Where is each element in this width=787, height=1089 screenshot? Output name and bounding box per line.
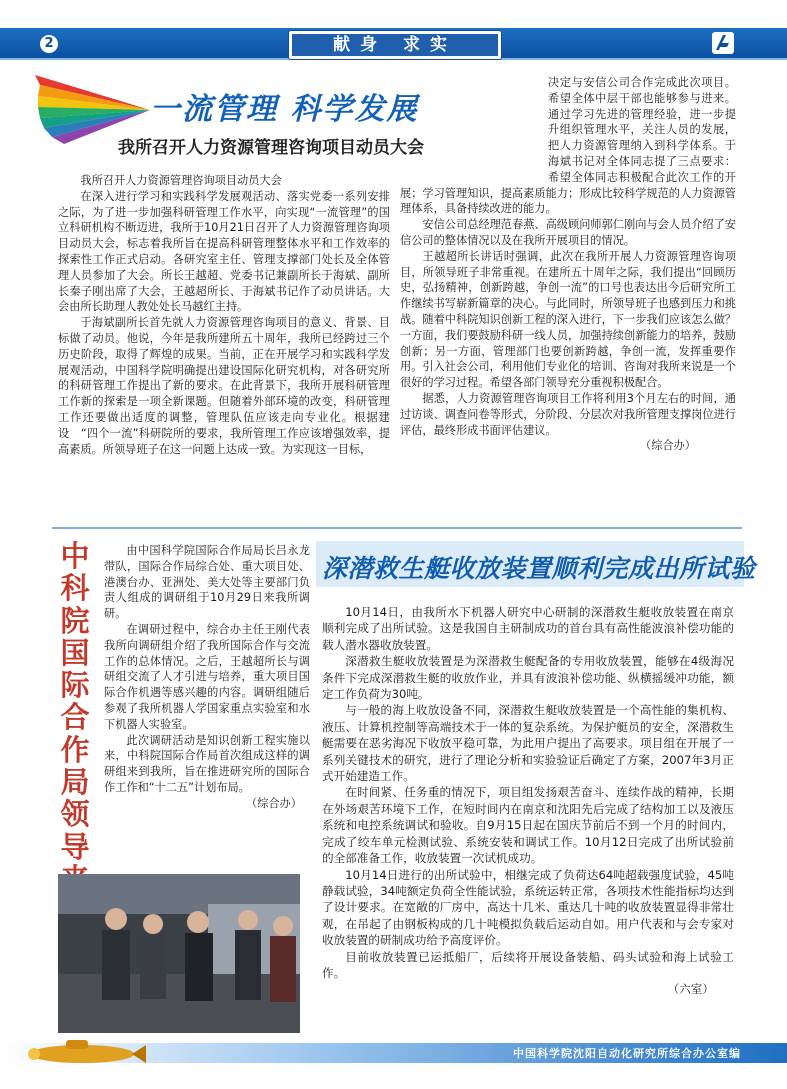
right-article-body <box>322 604 734 998</box>
institute-logo-icon <box>712 32 734 54</box>
section-title: 献身 求实 <box>292 34 498 56</box>
top-article-column-left <box>58 173 390 457</box>
paragraph: 深潜救生艇收放装置是为深潜救生艇配备的专用收放装置，能够在4级海况条件下完成深潜救生艇的收放作业，并具有波浪补偿功能、纵横摇缓冲功能，额定工作负荷为30吨。 <box>322 654 734 702</box>
top-article-subtitle: 我所召开人力资源管理咨询项目动员大会 <box>118 138 424 158</box>
section-tab <box>288 30 502 60</box>
lab-visit-photo <box>58 874 300 1033</box>
left-article-body <box>104 543 310 812</box>
paragraph: 安信公司总经理范春燕、高级顾问师郭仁刚向与会人员介绍了安信公司的整体情况以及在我所开展项目的情况。 <box>400 218 736 247</box>
right-article-title: 深潜救生艇收放装置顺利完成出所试验 <box>322 554 756 583</box>
section-divider <box>52 527 742 529</box>
paragraph: 与一般的海上收放设备不同，深潜救生艇收放装置是一个高性能的集机构、液压、计算机控制等高端技术于一体的复杂系统。为保护艇员的安全，深潜救生艇需要在恶劣海况下收放平稳可靠，为此用户提出了高要求。项目组在开展了一系列关键技术的研究，进行了理论分析和实验验证后确定了方案，2007年3月正式开始建造工作。 <box>322 703 734 784</box>
footer-credit: 中国科学院沈阳自动化研究所综合办公室编 <box>513 1047 741 1060</box>
paragraph: 在调研过程中，综合办主任王刚代表我所向调研组介绍了我所国际合作与交流工作的总体情况。之后，王越超所长与调研组交流了人才引进与培养，重大项目国际合作机遇等感兴趣的内容。调研组随后参观了我所机器人学国家重点实验室和水下机器人实验室。 <box>104 622 310 731</box>
paragraph: 据悉，人力资源管理咨询项目工作将利用3个月左右的时间，通过访谈、调查问卷等形式，分阶段、分层次对我所管理支撑岗位进行评估，最终形成书面评估建议。 <box>400 391 736 437</box>
paragraph: 10月14日，由我所水下机器人研究中心研制的深潜救生艇收放装置在南京顺利完成了出所试验。这是我国自主研制成功的首台具有高性能波浪补偿功能的载人潜水器收放装置。 <box>322 605 734 652</box>
paragraph: 目前收放装置已运抵船厂，后续将开展设备装船、码头试验和海上试验工作。 <box>322 949 734 980</box>
byline: （综合办） <box>246 796 302 810</box>
paragraph: 在深入进行学习和实践科学发展观活动、落实党委一系列安排之际，为了进一步加强科研管理工作水平，向实现“一流管理”的国立科研机构不断迈进，我所于10月21日召开了人力资源管理咨询项目动员大会，标志着我所旨在提高科研管理整体水平和工作效率的探索性工作正式启动。各研究室主任、管理支撑部门处长及全体管理人员参加了大会。所长王越超、党委书记兼副所长于海斌、副所长秦子刚出席了大会，王越超所长、于海斌书记作了动员讲话。大会由所长助理人教处处长马越红主持。 <box>58 189 390 314</box>
paragraph: 10月14日进行的出所试验中，相继完成了负荷达64吨超载强度试验，45吨静载试验，34吨额定负荷全性能试验，系统运转正常，各项技术性能指标均达到了设计要求。在宽敞的厂房中，高达十几米、重达几十吨的收放装置显得非常壮观，在吊起了由钢板构成的几十吨模拟负载后运动自如。用户代表和与会专家对收放装置的研制成功给予高度评价。 <box>322 867 734 948</box>
left-article-vertical-title: 中科院国际合作局领导 <box>60 539 90 864</box>
paragraph: 我所召开人力资源管理咨询项目动员大会 <box>80 174 282 187</box>
paragraph: 王越超所长讲话时强调，此次在我所开展人力资源管理咨询项目，所领导班子非常重视。在建所五十周年之际，我们提出“回顾历史，弘扬精神，创新跨越，争创一流”的口号也表达出今后研究所工作继续书写崭新篇章的决心。与此同时，所领导班子也感到压力和挑战。随着中科院知识创新工程的深入进行，下一步我们应该怎么做？一方面，我们要鼓励科研一线人员，加强持续创新能力的培养，鼓励创新；另一方面，管理部门也要创新跨越，争创一流，发挥重要作用。引入社会公司，利用他们专业化的培训、咨询对我所来说是一个很好的学习过程。希望各部门领导充分重视积极配合。 <box>400 249 736 390</box>
paragraph: 由中国科学院国际合作局局长吕永龙带队，国际合作局综合处、重大项目处、港澳台办、亚洲处、美大处等主要部门负责人组成的调研组于10月29日来我所调研。 <box>104 544 310 621</box>
top-article-title: 一流管理 科学发展 <box>150 92 419 127</box>
byline: （综合办） <box>640 439 696 453</box>
paragraph: 决定与安信公司合作完成此次项目。希望全体中层干部也能够参与进来。通过学习先进的管理经验，进一步提升组织管理水平，关注人员的发展，把人力资源管理纳入到科学体系。于海斌书记对全体同志提了三点要求：希望全体同志积极配合此次工作的开展；学习管理知识，提高素质能力；形成比较科学规范的人力资源管理体系，具备持续改进的能力。 <box>400 76 736 216</box>
paragraph: 在时间紧、任务重的情况下，项目组发扬艰苦奋斗、连续作战的精神，长期在外场艰苦环境下工作，在短时间内在南京和沈阳先后完成了结构加工以及液压系统和电控系统调试和验收。自9月15日起在国庆节前后不到一个月的时间内，完成了绞车单元检测试验、系统安装和调试工作。10月12日完成了出所试验前的全部准备工作，收放装置一次试机成功。 <box>322 785 734 866</box>
page-number: 2 <box>40 35 58 53</box>
paragraph: 于海斌副所长首先就人力资源管理咨询项目的意义、背景、目标做了动员。他说，今年是我所建所五十周年，我所已经跨过三个历史阶段，取得了辉煌的成果。当前，正在开展学习和实践科学发展观活动，中国科学院明确提出建设国际化研究机构，对各研究所的科研管理工作提出了新的要求。在此背景下，我所开展科研管理工作新的探索是一项全新课题。但随着外部环境的改变，科研管理工作还要做出适度的调整，管理队伍应该走向专业化。根据建设 “四个一流”科研院所的要求，我所管理工作应该增强效率，提高素质。所领导班子在这一问题上达成一致。为实现这一目标， <box>58 316 390 456</box>
submarine-icon <box>20 1030 150 1068</box>
paragraph: 此次调研活动是知识创新工程实施以来，中科院国际合作局首次组成这样的调研组来到我所，旨在推进研究所的国际合作工作和“十二五”计划布局。 <box>104 733 310 794</box>
top-article-column-right <box>400 75 736 454</box>
byline: （六室） <box>667 982 714 997</box>
